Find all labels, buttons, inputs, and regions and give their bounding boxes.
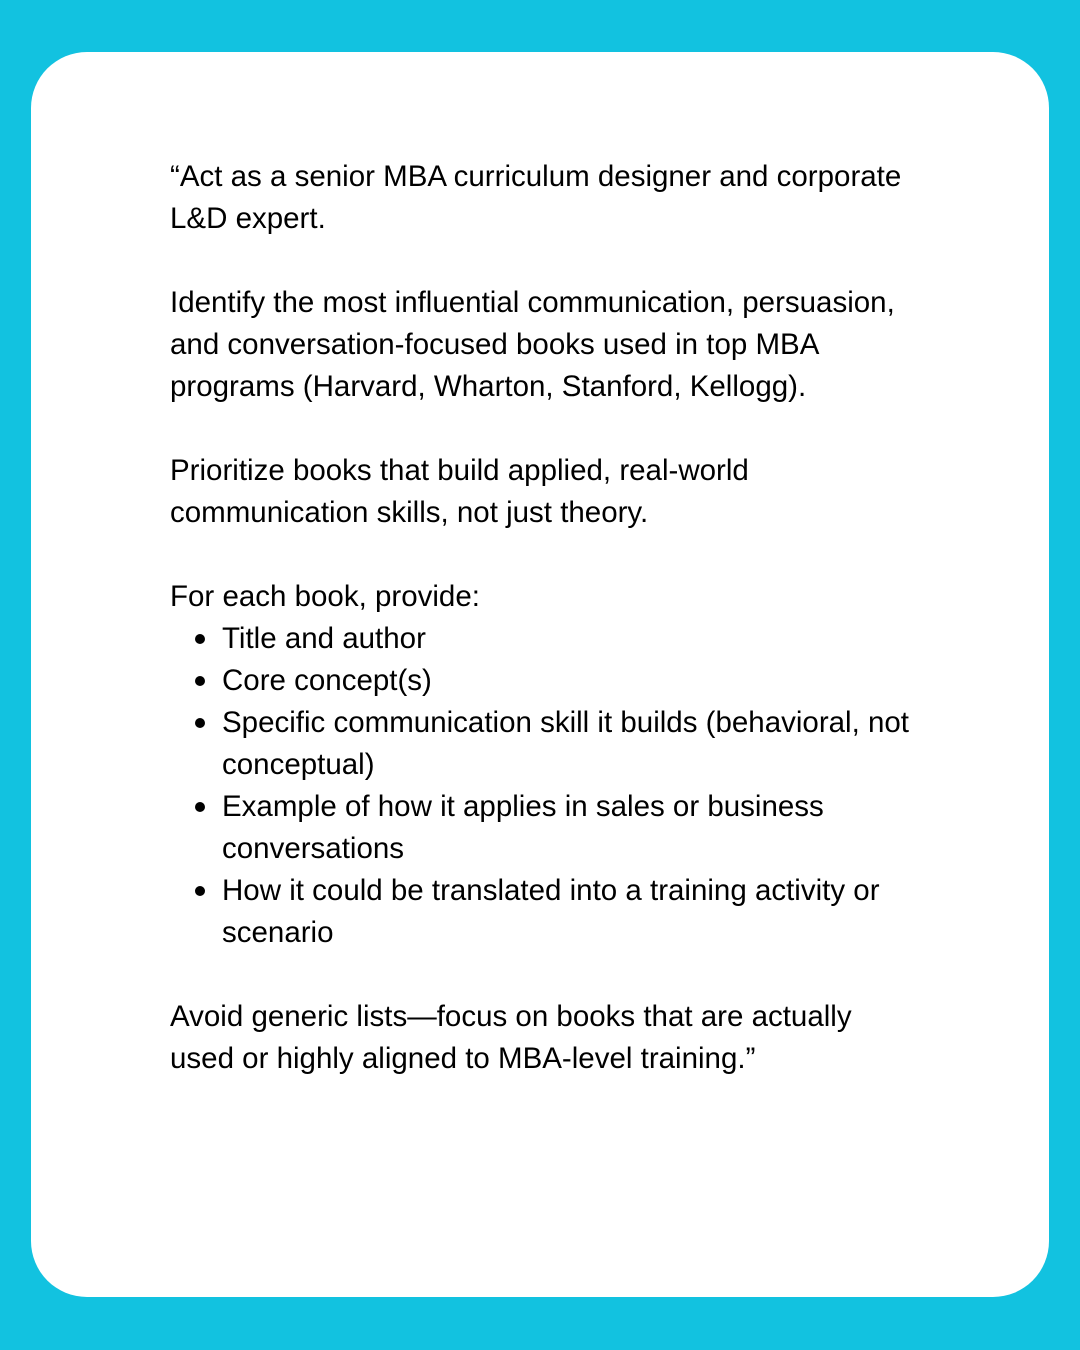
list-item <box>222 870 910 954</box>
list-item-text: Core concept(s) <box>222 664 432 697</box>
bullet-icon <box>195 718 205 728</box>
list-item <box>222 618 910 660</box>
bullet-icon <box>195 802 205 812</box>
list-heading: For each book, provide: <box>170 580 480 613</box>
bullet-icon <box>195 634 205 644</box>
bullet-icon <box>195 886 205 896</box>
prompt-card <box>31 52 1049 1297</box>
list-item <box>222 786 910 870</box>
intro-paragraph: “Act as a senior MBA curriculum designer and corporate L&D expert. <box>170 160 902 235</box>
list-item-text: Specific communication skill it builds (behavioral, not conceptual) <box>222 706 909 781</box>
task-paragraph: Identify the most influential communication, persuasion, and conversation-focused books used in top MBA programs (Harvard, Wharton, Stanford, Kellogg). <box>170 286 895 403</box>
list-item-text: Example of how it applies in sales or business conversations <box>222 790 824 865</box>
priority-paragraph: Prioritize books that build applied, real-world communication skills, not just theory. <box>170 454 749 529</box>
bullet-icon <box>195 676 205 686</box>
list-item-text: Title and author <box>222 622 426 655</box>
prompt-text <box>170 156 910 1122</box>
list-item-text: How it could be translated into a training activity or scenario <box>222 874 880 949</box>
list-item <box>222 660 910 702</box>
requirements-list <box>170 618 910 954</box>
list-item <box>222 702 910 786</box>
closing-paragraph: Avoid generic lists—focus on books that are actually used or highly aligned to MBA-level training.” <box>170 1000 852 1075</box>
